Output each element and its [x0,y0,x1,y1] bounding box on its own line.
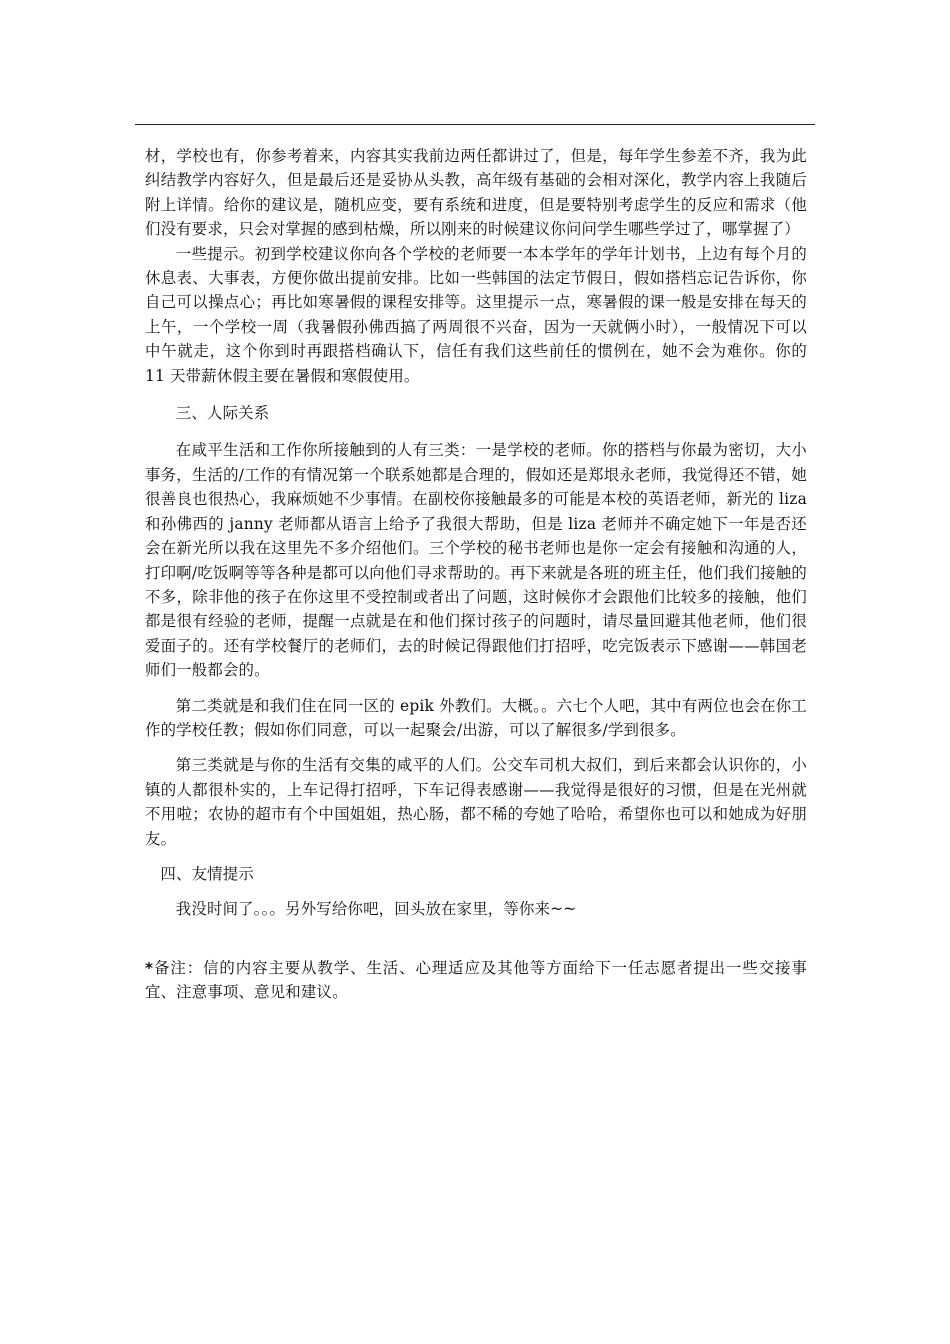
section-heading-friendly-tips: 四、友情提示 [160,864,254,883]
section-heading-relationships: 三、人际关系 [175,404,270,423]
paragraph-friendly-tips: 我没时间了。。。另外写给你吧，回头放在家里，等你来~~ [175,900,577,919]
paragraph-relationships-third: 第三类就是与你的生活有交集的咸平的人们。公交车司机大叔们，到后来都会认识你的，小镇的人都很朴实的，上车记得打招呼，下车记得表感谢——我觉得是很好的习惯，但是在光州就不用啦；农协的超市有个中国姐姐，热心肠，都不稀的夸她了哈哈，希望你也可以和她成为好朋友。 [145,756,807,848]
document-body [145,144,807,1005]
footnote-text: 备注：信的内容主要从教学、生活、心理适应及其他等方面给下一任志愿者提出一些交接事宜、注意事项、意见和建议。 [145,958,807,1002]
paragraph-relationships-first: 在咸平生活和工作你所接触到的人有三类：一是学校的老师。你的搭档与你最为密切，大小事务，生活的/工作的有情况第一个联系她都是合理的，假如还是郑垠永老师，我觉得还不错，她很善良也很热心，我麻烦她不少事情。在副校你接触最多的可能是本校的英语老师，新光的 liza 和孙佛西的 janny 老师都从语言上给予了我很大帮助，但是 liza 老师并不确定她下一年是否还会在新光所以我在这里先不多介绍他们。三个学校的秘书老师也是你一定会有接触和沟通的人，打印啊/吃饭啊等等各种是都可以向他们寻求帮助的。再下来就是各班的班主任，他们我们接触的不多，除非他的孩子在你这里不受控制或者出了问题，这时候你才会跟他们比较多的接触，他们都是很有经验的老师，提醒一点就是在和他们探讨孩子的问题时，请尽量回避其他老师，他们很爱面子的。还有学校餐厅的老师们，去的时候记得跟他们打招呼，吃完饭表示下感谢——韩国老师们一般都会的。 [145,441,807,680]
footnote [145,956,807,1005]
paragraph-tips: 一些提示。初到学校建议你向各个学校的老师要一本本学年的学年计划书，上边有每个月的休息表、大事表，方便你做出提前安排。比如一些韩国的法定节假日，假如搭档忘记告诉你，你自己可以操点心；再比如寒暑假的课程安排等。这里提示一点，寒暑假的课一般是安排在每天的上午，一个学校一周（我暑假孙佛西搞了两周很不兴奋，因为一天就俩小时），一般情况下可以中午就走，这个你到时再跟搭档确认下，信任有我们这些前任的惯例在，她不会为难你。你的 11 天带薪休假主要在暑假和寒假使用。 [145,244,807,385]
paragraph-teaching-continued: 材，学校也有，你参考着来，内容其实我前边两任都讲过了，但是，每年学生参差不齐，我为此纠结教学内容好久，但是最后还是妥协从头教，高年级有基础的会相对深化，教学内容上我随后附上详情。给你的建议是，随机应变，要有系统和进度，但是要特别考虑学生的反应和需求（他们没有要求，只会对掌握的感到枯燥，所以刚来的时候建议你问问学生哪些学过了，哪掌握了） [145,147,807,239]
header-rule [135,124,815,125]
paragraph-relationships-second: 第二类就是和我们住在同一区的 epik 外教们。大概。。六七个人吧，其中有两位也会在你工作的学校任教；假如你们同意，可以一起聚会/出游，可以了解很多/学到很多。 [145,696,807,739]
footnote-asterisk: * [145,958,154,977]
